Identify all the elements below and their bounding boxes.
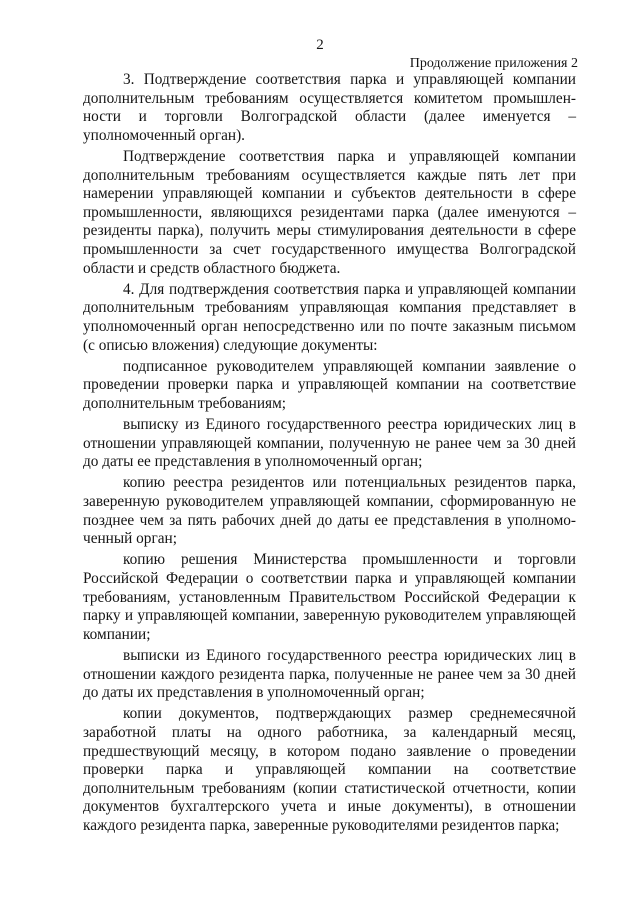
document-body <box>83 71 576 838</box>
list-item-application: подписанное руководителем управляющей компании заявление о проведении проверки парка и управляющей компании на соответствие дополнительным требованиям; <box>83 357 576 412</box>
paragraph-confirmation-frequency: Подтверждение соответствия парка и управляющей компании дополнительным требованиям осуществляется каждые пять лет при намерении управляющей компании и субъектов деятельности в сфере промышленности, являющихся резидентами парка (далее именуются – резиденты парка), получить меры стимулирования деятельности в сфере промышленности за счет государственного имущества Волгоградской области и средств областного бюджета. <box>83 147 576 277</box>
list-item-egrul-extracts-residents: выписки из Единого государственного реестра юридических лиц в отношении каждого резидента парка, полученные не ранее чем за 30 дней до даты их представления в уполномоченный орган; <box>83 646 576 702</box>
list-item-residents-register-copy: копию реестра резидентов или потенциальных резидентов парка, заверенную руководителем управляющей компании, сформированную не позднее чем за пять рабочих дней до даты ее представления в уполномо-ченный орган; <box>83 474 576 548</box>
list-item-egrul-extract-company: выписку из Единого государственного реестра юридических лиц в отношении управляющей компании, полученную не ранее чем за 30 дней до даты ее представления в уполномоченный орган; <box>83 416 576 471</box>
appendix-continuation-note: Продолжение приложения 2 <box>409 56 578 71</box>
page-number: 2 <box>316 37 324 53</box>
paragraph-3-confirmation-authority: 3. Подтверждение соответствия парка и управляющей компании дополнительным требованиям осуществляется комитетом промышлен-ности и торговли Волгоградской области (далее именуется – уполномоченный орган). <box>83 71 576 144</box>
paragraph-4-documents-intro: 4. Для подтверждения соответствия парка и управляющей компании дополнительным требованиям управляющая компания представляет в уполномоченный орган непосредственно или по почте заказным письмом (с описью вложения) следующие документы: <box>83 280 576 354</box>
list-item-salary-documents-copies: копии документов, подтверждающих размер среднемесячной заработной платы на одного работника, за календарный месяц, предшествующий месяцу, в котором подано заявление о проведении проверки парка и управляющей компании на соответствие дополнительным требованиям (копии статистической отчетности, копии документов бухгалтерского учета и иные документы), в отношении каждого резидента парка, заверенные руководителями резидентов парка; <box>83 705 576 834</box>
list-item-ministry-decision-copy: копию решения Министерства промышленности и торговли Российской Федерации о соответствии парка и управляющей компании требованиям, установленным Правительством Российской Федерации к парку и управляющей компании, заверенную руководителем управляющей компании; <box>83 551 576 643</box>
